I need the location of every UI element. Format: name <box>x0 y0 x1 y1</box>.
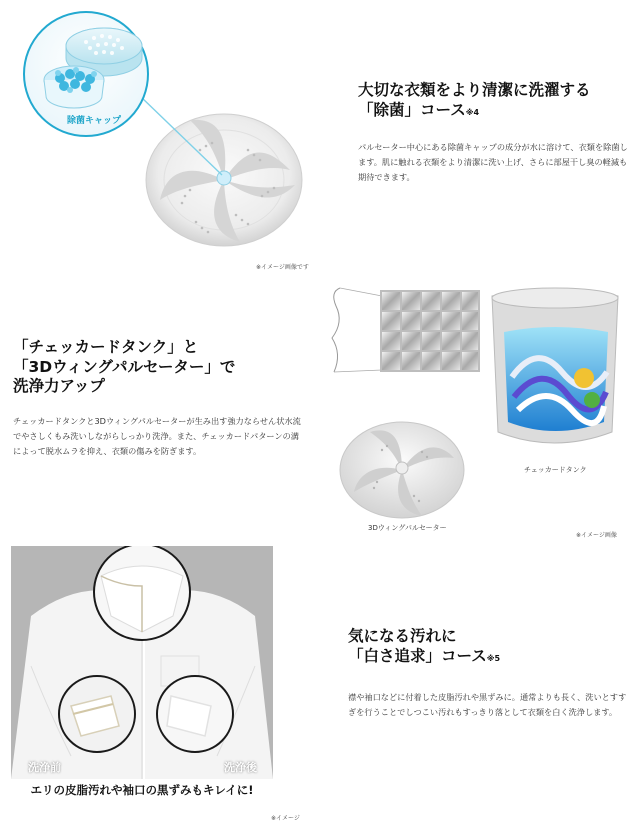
section1-title-line1: 大切な衣類をより清潔に洗濯する <box>358 81 591 99</box>
section3-title-note: ※5 <box>486 654 501 663</box>
label-checkered-tank: チェッカードタンク <box>524 466 587 474</box>
section1-title <box>358 80 591 123</box>
section3-title-line1: 気になる汚れに <box>348 627 457 645</box>
shirt-comparison-photo <box>11 546 273 779</box>
sterilization-cap-illustration <box>0 0 330 262</box>
section2-body: チェッカードタンクと3Dウィングパルセーターが生み出す強力ならせん状水流でやさしくもみ洗いしながらしっかり洗浄。また、チェッカードパターンの溝によって脱水ムラを抑え、衣類の傷みを防ぎます。 <box>13 416 301 456</box>
section2-title-line2: 「3Dウィングパルセーター」で <box>13 357 236 376</box>
section1-caption: ※イメージ画像です <box>256 264 309 271</box>
section3-title-line2: 「白さ追求」コース※5 <box>348 647 501 665</box>
label-wing-pulsator: 3Dウィングパルセーター <box>368 524 447 532</box>
section3-caption: ※イメージ <box>271 815 300 822</box>
section2-title <box>13 338 235 397</box>
section1-title-note: ※4 <box>465 108 480 117</box>
section2-title-line1: 「チェッカードタンク」と <box>13 338 199 356</box>
before-wash-label: 洗浄前 <box>28 761 61 774</box>
after-wash-label: 洗浄後 <box>224 761 257 774</box>
section3-body: 襟や袖口などに付着した皮脂汚れや黒ずみに。通常よりも長く、洗いとすすぎを行うことでしつこい汚れもすっきり落として衣類を白く洗浄します。 <box>348 692 627 717</box>
cap-label: 除菌キャップ <box>67 116 122 126</box>
section2-title-line3: 洗浄力アップ <box>13 377 105 395</box>
checkered-tank-illustration <box>322 282 634 532</box>
shirt-illustration <box>11 546 273 779</box>
shirt-caption: エリの皮脂汚れや袖口の黒ずみもキレイに! <box>30 783 254 797</box>
section2-caption: ※イメージ画像 <box>576 532 617 539</box>
section1-body: パルセーター中心にある除菌キャップの成分が水に溶けて、衣類を除菌します。肌に触れる衣類をより清潔に洗い上げ、さらに部屋干し臭の軽減も期待できます。 <box>358 142 628 182</box>
section1-title-line2: 「除菌」コース※4 <box>358 101 480 119</box>
section3-title <box>348 626 500 669</box>
